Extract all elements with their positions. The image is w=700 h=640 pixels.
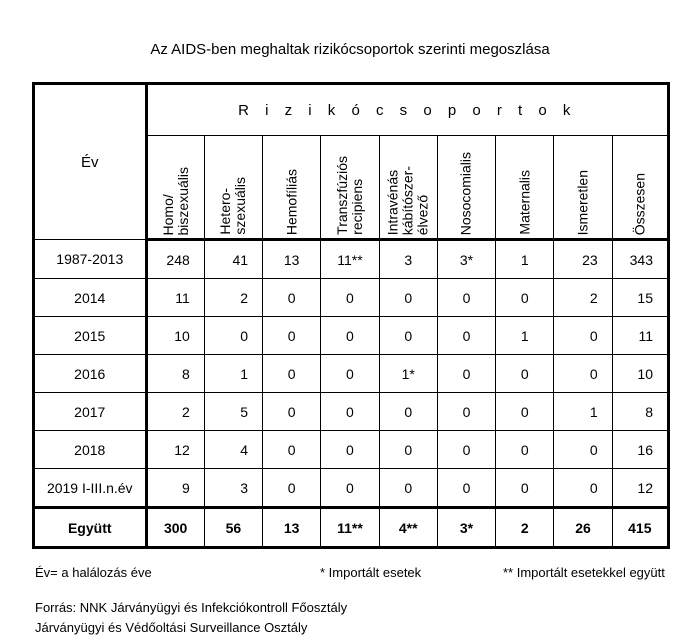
table-cell: 0 — [554, 355, 612, 393]
table-cell: 0 — [437, 279, 495, 317]
mortality-table — [32, 82, 670, 549]
total-label: Együtt — [34, 508, 147, 548]
table-cell: 0 — [321, 393, 379, 431]
column-header: Transzfúziós recipiens — [321, 136, 379, 240]
year-cell: 2016 — [34, 355, 147, 393]
table-cell: 0 — [437, 469, 495, 508]
column-header: Hemofíliás — [263, 136, 321, 240]
table-cell: 1 — [496, 317, 554, 355]
table-cell: 0 — [437, 393, 495, 431]
table-cell: 15 — [612, 279, 668, 317]
table-cell: 0 — [321, 355, 379, 393]
table-cell: 12 — [146, 431, 204, 469]
column-header: Nosocomialis — [437, 136, 495, 240]
source-line-1: Forrás: NNK Járványügyi és Infekciókontroll Főosztály — [35, 600, 348, 615]
table-cell: 0 — [321, 317, 379, 355]
year-cell: 2017 — [34, 393, 147, 431]
imported-note: * Importált esetek — [320, 565, 422, 580]
column-header: Ismeretlen — [554, 136, 612, 240]
source-line-2: Járványügyi és Védőoltási Surveillance Osztály — [35, 620, 308, 635]
table-row — [34, 469, 669, 508]
table-cell: 0 — [496, 469, 554, 508]
table-cell: 0 — [263, 317, 321, 355]
column-header: Összesen — [612, 136, 668, 240]
table-cell: 0 — [554, 317, 612, 355]
table-cell: 0 — [263, 393, 321, 431]
table-cell: 11 — [612, 317, 668, 355]
table-cell: 0 — [263, 279, 321, 317]
table-cell: 415 — [612, 508, 668, 548]
table-cell: 56 — [204, 508, 262, 548]
table-cell: 2 — [204, 279, 262, 317]
table-row — [34, 355, 669, 393]
table-cell: 16 — [612, 431, 668, 469]
table-cell: 0 — [496, 279, 554, 317]
year-cell: 2019 I-III.n.év — [34, 469, 147, 508]
table-cell: 0 — [321, 279, 379, 317]
table-cell: 9 — [146, 469, 204, 508]
table-cell: 343 — [612, 240, 668, 279]
table-cell: 0 — [204, 317, 262, 355]
table-cell: 13 — [263, 240, 321, 279]
table-cell: 3 — [379, 240, 437, 279]
table-cell: 8 — [612, 393, 668, 431]
table-cell: 10 — [146, 317, 204, 355]
table-row — [34, 279, 669, 317]
table-cell: 1 — [204, 355, 262, 393]
table-row — [34, 240, 669, 279]
year-cell: 2018 — [34, 431, 147, 469]
column-header: Intravénás kábítószer- élvező — [379, 136, 437, 240]
table-cell: 300 — [146, 508, 204, 548]
table-cell: 0 — [496, 393, 554, 431]
table-cell: 23 — [554, 240, 612, 279]
table-row — [34, 431, 669, 469]
table-cell: 26 — [554, 508, 612, 548]
table-cell: 0 — [437, 317, 495, 355]
column-header: Hetero- szexuális — [204, 136, 262, 240]
table-cell: 0 — [554, 469, 612, 508]
total-row — [34, 508, 669, 548]
risk-group-header: R i z i k ó c s o p o r t o k — [146, 84, 668, 136]
year-cell: 2014 — [34, 279, 147, 317]
table-cell: 3* — [437, 240, 495, 279]
table-cell: 0 — [379, 431, 437, 469]
table-cell: 3* — [437, 508, 495, 548]
table-cell: 0 — [379, 393, 437, 431]
table-cell: 248 — [146, 240, 204, 279]
table-cell: 12 — [612, 469, 668, 508]
year-cell: 1987-2013 — [34, 240, 147, 279]
table-cell: 2 — [496, 508, 554, 548]
table-cell: 0 — [379, 469, 437, 508]
year-cell: 2015 — [34, 317, 147, 355]
column-header: Maternalis — [496, 136, 554, 240]
table-cell: 2 — [146, 393, 204, 431]
table-cell: 0 — [554, 431, 612, 469]
table-cell: 0 — [496, 355, 554, 393]
year-column-header: Év — [34, 84, 147, 240]
table-cell: 4** — [379, 508, 437, 548]
table-cell: 0 — [263, 469, 321, 508]
table-cell: 0 — [379, 279, 437, 317]
table-cell: 0 — [379, 317, 437, 355]
with-imported-note: ** Importált esetekkel együtt — [503, 565, 665, 580]
table-cell: 41 — [204, 240, 262, 279]
table-row — [34, 393, 669, 431]
table-cell: 11** — [321, 508, 379, 548]
table-cell: 3 — [204, 469, 262, 508]
table-cell: 11 — [146, 279, 204, 317]
table-cell: 0 — [263, 431, 321, 469]
table-cell: 13 — [263, 508, 321, 548]
table-cell: 0 — [321, 469, 379, 508]
table-cell: 0 — [437, 355, 495, 393]
table-cell: 11** — [321, 240, 379, 279]
page-title: Az AIDS-ben meghaltak rizikócsoportok szerinti megoszlása — [150, 41, 550, 58]
table-cell: 1* — [379, 355, 437, 393]
table-cell: 8 — [146, 355, 204, 393]
table-cell: 1 — [554, 393, 612, 431]
table-cell: 0 — [496, 431, 554, 469]
table-cell: 1 — [496, 240, 554, 279]
table-cell: 0 — [437, 431, 495, 469]
table-cell: 2 — [554, 279, 612, 317]
table-cell: 0 — [321, 431, 379, 469]
column-header: Homo/ biszexuális — [146, 136, 204, 240]
table-cell: 10 — [612, 355, 668, 393]
table-cell: 5 — [204, 393, 262, 431]
table-cell: 0 — [263, 355, 321, 393]
table-cell: 4 — [204, 431, 262, 469]
year-note: Év= a halálozás éve — [35, 565, 152, 580]
table-row — [34, 317, 669, 355]
